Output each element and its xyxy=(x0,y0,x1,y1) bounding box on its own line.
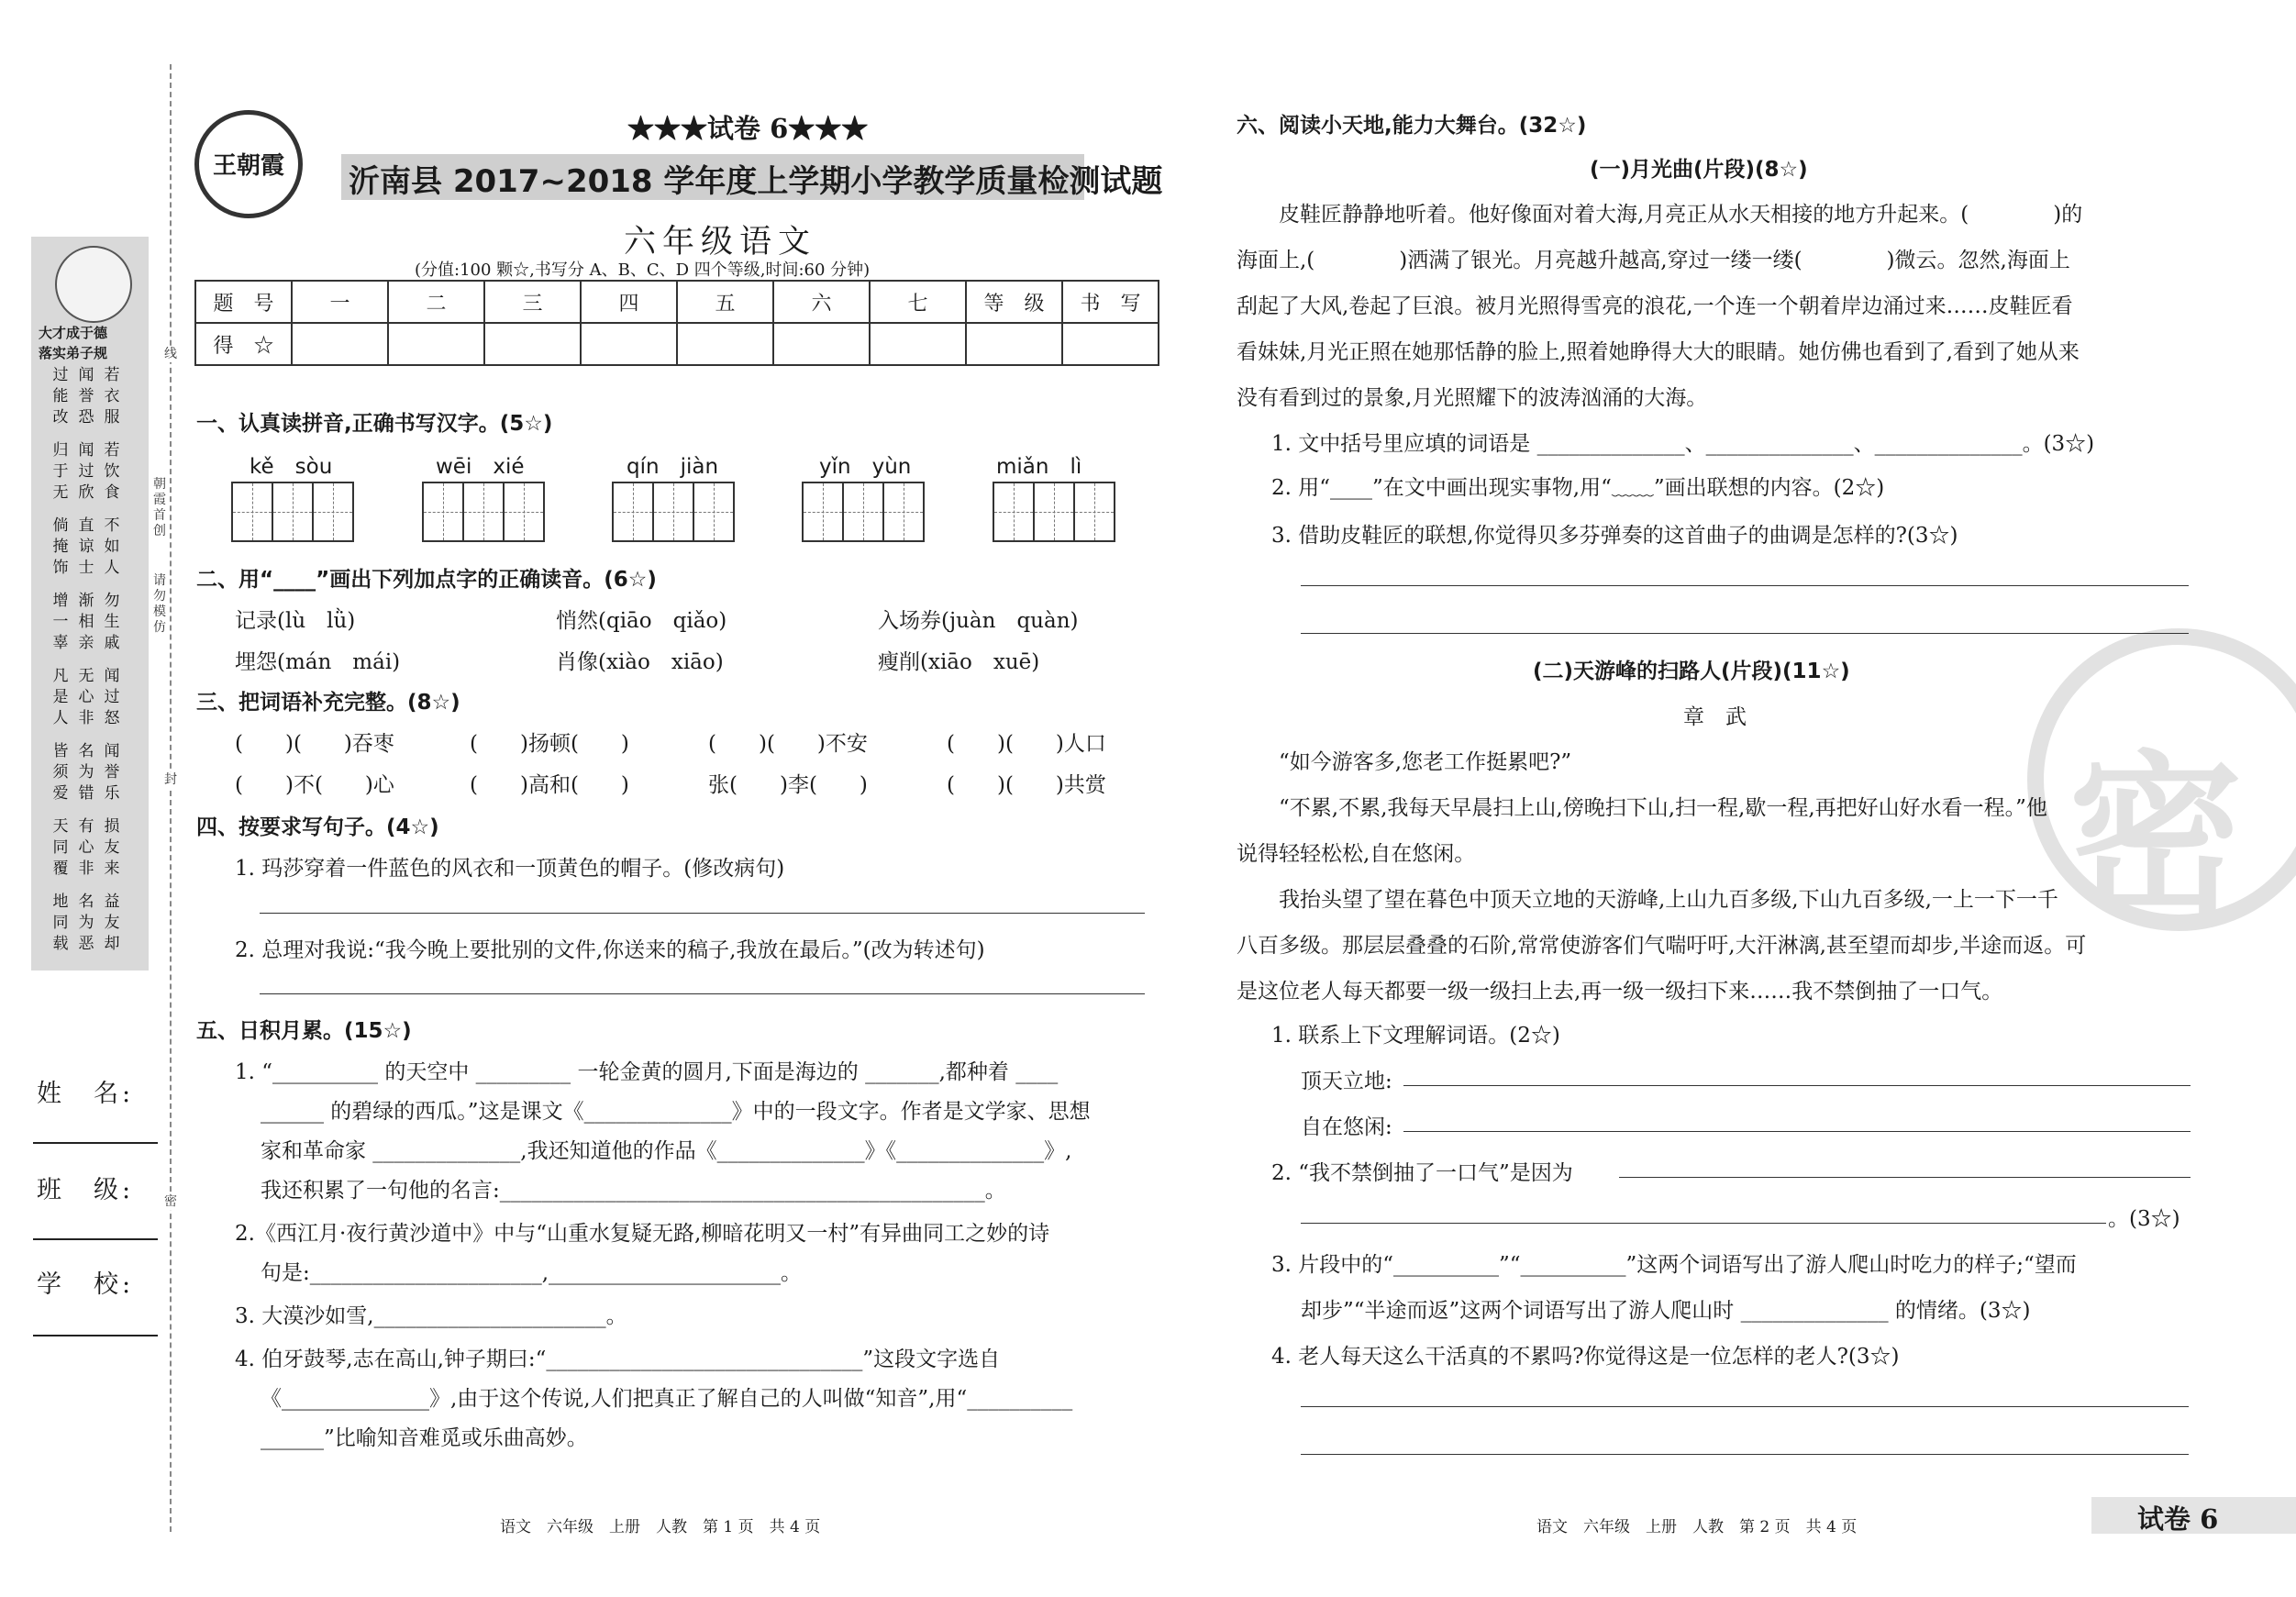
motto-column: 皆须爱 xyxy=(52,742,69,803)
passage-1-title: (一)月光曲(片段)(8☆) xyxy=(1590,158,1808,182)
answer-line[interactable] xyxy=(1301,1406,2189,1407)
fill-line[interactable]: 《______________》,由于这个传说,人们把真正了解自己的人叫做“知音”,用“__________ xyxy=(261,1387,1073,1411)
score-header-cell: 等 级 xyxy=(966,281,1062,323)
answer-line[interactable] xyxy=(260,913,1145,914)
reading-item[interactable]: 瘦削(xiāo xuē) xyxy=(878,650,1040,674)
exam-number: ★★★试卷 6★★★ xyxy=(627,113,869,144)
score-cell[interactable] xyxy=(292,323,388,365)
answer-line[interactable] xyxy=(260,993,1145,994)
pinyin-1: kě sòu xyxy=(250,455,333,479)
cut-label-secret: 密 xyxy=(161,1194,180,1210)
motto-column: 闻誉乐 xyxy=(104,742,120,803)
score-row-label: 得 ☆ xyxy=(195,323,292,365)
question-4-2: 2. 总理对我说:“我今晚上要批别的文件,你送来的稿子,我放在最后。”(改为转述句) xyxy=(235,938,985,962)
score-cell[interactable] xyxy=(1062,323,1159,365)
reading-item[interactable]: 记录(lù lǜ) xyxy=(235,609,356,633)
reading-item[interactable]: 悄然(qiāo qiǎo) xyxy=(556,609,727,633)
passage-line: 没有看到过的景象,月光照耀下的波涛汹涌的大海。 xyxy=(1237,386,1708,410)
score-header-cell: 二 xyxy=(388,281,484,323)
writing-grid-1[interactable] xyxy=(231,482,352,542)
score-header-cell: 七 xyxy=(870,281,966,323)
motto-column: 益友却 xyxy=(104,893,120,953)
score-table xyxy=(194,280,1159,366)
section-2-title: 二、用“____”画出下列加点字的正确读音。(6☆) xyxy=(196,568,657,592)
logo-text: 王朝霞 xyxy=(213,152,285,180)
passage-line: 八百多级。那层层叠叠的石阶,常常使游客们气喘吁吁,大汗淋漓,甚至望而却步,半途而返。可 xyxy=(1237,934,2087,958)
exam-info: (分值:100 颗☆,书写分 A、B、C、D 四个等级,时间:60 分钟) xyxy=(415,261,871,280)
pinyin-2: wēi xié xyxy=(436,455,525,479)
score-header-cell: 一 xyxy=(292,281,388,323)
passage-line: 皮鞋匠静静地听着。他好像面对着大海,月亮正从水天相接的地方升起来。( )的 xyxy=(1237,203,2083,227)
question-6-2-1: 1. 联系上下文理解词语。(2☆) xyxy=(1271,1024,1560,1048)
section-4-title: 四、按要求写句子。(4☆) xyxy=(196,815,439,839)
cut-line xyxy=(170,64,172,1532)
name-label: 姓 名: xyxy=(37,1080,135,1108)
pinyin-4: yǐn yùn xyxy=(819,455,912,479)
question-6-1-1[interactable]: 1. 文中括号里应填的词语是 ______________、______________、______________。(3☆) xyxy=(1271,432,2095,456)
motto-column: 无心非 xyxy=(78,667,94,727)
fill-line[interactable]: 2.《西江月·夜行黄沙道中》中与“山重水复疑无路,柳暗花明又一村”有异曲同工之妙的诗 xyxy=(235,1222,1050,1246)
question-6-2-4: 4. 老人每天这么干活真的不累吗?你觉得这是一位怎样的老人?(3☆) xyxy=(1271,1345,1900,1369)
score-cell[interactable] xyxy=(388,323,484,365)
fill-line[interactable]: 句是:______________________,______________________。 xyxy=(261,1261,803,1285)
idiom-item[interactable]: 张( )李( ) xyxy=(708,773,868,797)
idiom-item[interactable]: ( )( )人口 xyxy=(947,732,1106,756)
idiom-item[interactable]: ( )高和( ) xyxy=(470,773,629,797)
fill-line[interactable]: 家和革命家 ______________,我还知道他的作品《______________》《______________》, xyxy=(261,1139,1072,1163)
motto-column: 倘掩饰 xyxy=(52,516,69,577)
copyright-note-1: 朝霞首创 xyxy=(153,477,166,538)
motto-column: 不如人 xyxy=(104,516,120,577)
score-cell[interactable] xyxy=(581,323,677,365)
section-5-title: 五、日积月累。(15☆) xyxy=(196,1019,412,1043)
motto-column: 勿生戚 xyxy=(104,592,120,652)
pinyin-3: qín jiàn xyxy=(627,455,719,479)
motto-column: 若衣服 xyxy=(104,366,120,427)
question-4-1: 1. 玛莎穿着一件蓝色的风衣和一顶黄色的帽子。(修改病句) xyxy=(235,857,785,881)
reading-item[interactable]: 肖像(xiào xiāo) xyxy=(556,650,724,674)
page-footer-left: 语文 六年级 上册 人教 第 1 页 共 4 页 xyxy=(500,1518,821,1536)
passage-line: 我抬头望了望在暮色中顶天立地的天游峰,上山九百多级,下山九百多级,一上一下一千 xyxy=(1237,888,2058,912)
page-title: 沂南县 2017~2018 学年度上学期小学教学质量检测试题 xyxy=(349,163,1163,200)
score-value-row xyxy=(195,323,1159,365)
fill-line[interactable]: ______”比喻知音难觅或乐曲高妙。 xyxy=(261,1426,588,1450)
score-cell[interactable] xyxy=(870,323,966,365)
score-cell[interactable] xyxy=(484,323,581,365)
passage-line: 是这位老人每天都要一级一级扫上去,再一级一级扫下来……我不禁倒抽了一口气。 xyxy=(1237,980,2003,1004)
answer-line[interactable] xyxy=(1619,1177,2191,1178)
question-6-2-3a[interactable]: 3. 片段中的“__________”“__________”这两个词语写出了游人爬山时吃力的样子;“望而 xyxy=(1271,1253,2077,1277)
fill-line[interactable]: ______ 的碧绿的西瓜。”这是课文《______________》中的一段文字。作者是文学家、思想 xyxy=(261,1100,1091,1124)
writing-grid-3[interactable] xyxy=(612,482,733,542)
motto-column: 增一辜 xyxy=(52,592,69,652)
passage-line: “不累,不累,我每天早晨扫上山,傍晚扫下山,扫一程,歇一程,再把好山好水看一程。”他 xyxy=(1237,796,2047,820)
answer-line[interactable] xyxy=(1301,585,2189,586)
motto-column: 损友来 xyxy=(104,817,120,878)
score-cell[interactable] xyxy=(677,323,773,365)
idiom-item[interactable]: ( )不( )心 xyxy=(235,773,394,797)
motto-column: 若饮食 xyxy=(104,441,120,502)
passage-line: “如今游客多,您老工作挺累吧?” xyxy=(1237,750,1572,774)
section-1-title: 一、认真读拼音,正确书写汉字。(5☆) xyxy=(196,412,553,436)
score-header-cell: 四 xyxy=(581,281,677,323)
motto-column: 直谅士 xyxy=(78,516,94,577)
section-3-title: 三、把词语补充完整。(8☆) xyxy=(196,691,460,715)
motto-column: 名为恶 xyxy=(78,893,94,953)
writing-grid-2[interactable] xyxy=(422,482,543,542)
cut-label-seal: 封 xyxy=(161,772,180,788)
cut-label-line: 线 xyxy=(161,347,180,362)
page-footer-right: 语文 六年级 上册 人教 第 2 页 共 4 页 xyxy=(1536,1518,1858,1536)
school-label: 学 校: xyxy=(37,1270,135,1299)
question-6-2-2: 2. “我不禁倒抽了一口气”是因为 xyxy=(1271,1161,1573,1185)
school-field[interactable] xyxy=(33,1335,158,1336)
passage-line: 刮起了大风,卷起了巨浪。被月光照得雪亮的浪花,一个连一个朝着岸边涌过来……皮鞋匠看 xyxy=(1237,294,2073,318)
reading-item[interactable]: 入场券(juàn quàn) xyxy=(878,609,1079,633)
motto-title-2: 落实弟子规 xyxy=(39,345,108,361)
motto-column: 天同覆 xyxy=(52,817,69,878)
fill-line[interactable]: 1. “__________ 的天空中 _________ 一轮金黄的圆月,下面是海边的 _______,都种着 ____ xyxy=(235,1060,1059,1084)
writing-grid-4[interactable] xyxy=(802,482,923,542)
question-6-1-2: 2. 用“____”在文中画出现实事物,用“﹏﹏”画出联想的内容。(2☆) xyxy=(1271,476,1885,500)
score-header-cell: 题 号 xyxy=(195,281,292,323)
motto-column: 闻誉恐 xyxy=(78,366,94,427)
copyright-note-2: 请勿模仿 xyxy=(153,573,166,635)
answer-line[interactable] xyxy=(1301,1223,2106,1224)
score-cell[interactable] xyxy=(773,323,870,365)
score-header-cell: 五 xyxy=(677,281,773,323)
motto-column: 过能改 xyxy=(52,366,69,427)
answer-line[interactable] xyxy=(1403,1131,2191,1132)
passage-line: 看妹妹,月光正照在她那恬静的脸上,照着她睁得大大的眼睛。她仿佛也看到了,看到了她从来 xyxy=(1237,340,2080,364)
question-6-2-3b[interactable]: 却步”“半途而返”这两个词语写出了游人爬山时 ______________ 的情绪。(3☆) xyxy=(1301,1299,2031,1323)
student-illustration xyxy=(55,246,132,323)
subject-title: 六年级语文 xyxy=(624,224,817,261)
passage-line: 说得轻轻松松,自在悠闲。 xyxy=(1237,842,1476,866)
question-6-2-2-score: 。(3☆) xyxy=(2108,1207,2180,1231)
vocab-label-1: 顶天立地: xyxy=(1301,1070,1392,1093)
fill-line[interactable]: 4. 伯牙鼓琴,志在高山,钟子期曰:“______________________________”这段文字选自 xyxy=(235,1347,1001,1371)
motto-column: 名为错 xyxy=(78,742,94,803)
class-field[interactable] xyxy=(33,1238,158,1240)
motto-title-1: 大才成于德 xyxy=(39,325,108,341)
motto-column: 闻过欣 xyxy=(78,441,94,502)
pinyin-5: miǎn lì xyxy=(996,455,1082,479)
score-header-cell: 书 写 xyxy=(1062,281,1159,323)
fill-line[interactable]: 我还积累了一句他的名言:______________________________________________。 xyxy=(261,1179,1006,1203)
passage-line: 海面上,( )洒满了银光。月亮越升越高,穿过一缕一缕( )微云。忽然,海面上 xyxy=(1237,249,2070,272)
score-header-row xyxy=(195,281,1159,323)
idiom-item[interactable]: ( )( )吞枣 xyxy=(235,732,394,756)
corner-exam-mark: 试卷 6 xyxy=(2137,1503,2219,1535)
motto-column: 凡是人 xyxy=(52,667,69,727)
idiom-item[interactable]: ( )扬顿( ) xyxy=(470,732,629,756)
score-header-cell: 六 xyxy=(773,281,870,323)
answer-line[interactable] xyxy=(1403,1085,2191,1086)
motto-column: 归于无 xyxy=(52,441,69,502)
motto-column: 地同载 xyxy=(52,893,69,953)
passage-2-author: 章 武 xyxy=(1683,705,1747,729)
class-label: 班 级: xyxy=(37,1176,135,1204)
answer-line[interactable] xyxy=(1301,633,2189,634)
idiom-item[interactable]: ( )( )不安 xyxy=(708,732,868,756)
fill-line[interactable]: 3. 大漠沙如雪,______________________。 xyxy=(235,1304,627,1328)
motto-column: 闻过怒 xyxy=(104,667,120,727)
question-6-1-3: 3. 借助皮鞋匠的联想,你觉得贝多芬弹奏的这首曲子的曲调是怎样的?(3☆) xyxy=(1271,524,1958,548)
idiom-item[interactable]: ( )( )共赏 xyxy=(947,773,1106,797)
vocab-label-2: 自在悠闲: xyxy=(1301,1115,1392,1139)
answer-line[interactable] xyxy=(1301,1454,2189,1455)
seal-character: 密 xyxy=(2069,734,2244,938)
motto-column: 渐相亲 xyxy=(78,592,94,652)
reading-item[interactable]: 埋怨(mán mái) xyxy=(235,650,401,674)
passage-2-title: (二)天游峰的扫路人(片段)(11☆) xyxy=(1533,660,1850,683)
section-6-title: 六、阅读小天地,能力大舞台。(32☆) xyxy=(1237,114,1587,138)
score-cell[interactable] xyxy=(966,323,1062,365)
writing-grid-5[interactable] xyxy=(993,482,1114,542)
motto-column: 有心非 xyxy=(78,817,94,878)
name-field[interactable] xyxy=(33,1142,158,1144)
score-header-cell: 三 xyxy=(484,281,581,323)
